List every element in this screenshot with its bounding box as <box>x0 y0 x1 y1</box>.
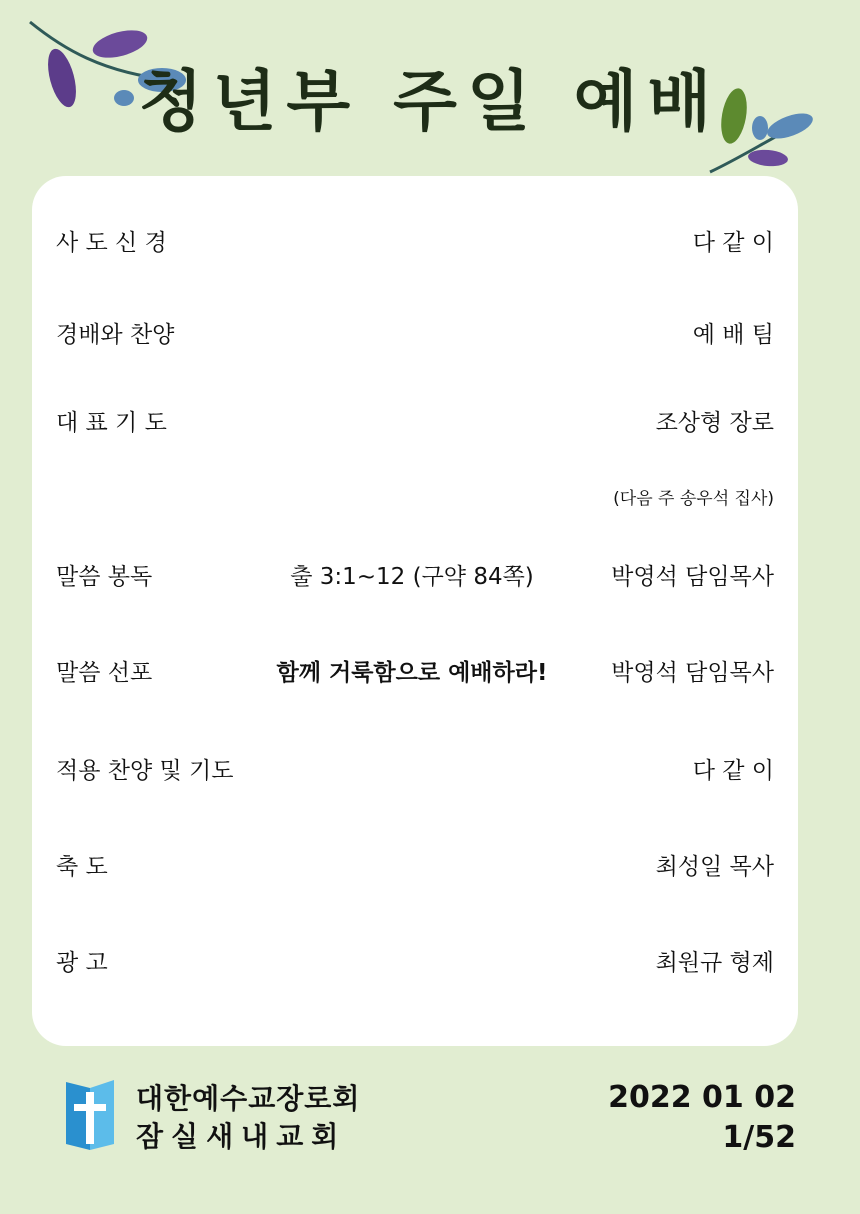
service-item-label: 말씀 봉독 <box>56 564 153 590</box>
service-item-leader: 다 같 이 <box>692 758 774 784</box>
church-name <box>136 1080 360 1156</box>
service-item-label: 사 도 신 경 <box>56 230 167 256</box>
service-item-leader: 박영석 담임목사 <box>611 564 774 590</box>
sermon-title: 함께 거룩함으로 예배하라! <box>276 660 548 686</box>
service-row <box>32 404 798 444</box>
service-row <box>32 848 798 888</box>
service-row <box>32 316 798 356</box>
service-item-label: 광 고 <box>56 950 108 976</box>
next-week-note: (다음 주 송우석 집사) <box>613 489 774 509</box>
service-row <box>32 654 798 694</box>
service-row <box>32 752 798 792</box>
page-title: 청년부 주일 예배 <box>138 63 722 140</box>
scripture-reference: 출 3:1~12 (구약 84쪽) <box>290 564 534 590</box>
service-item-leader: 최성일 목사 <box>655 854 774 880</box>
issue-number: 1/52 <box>722 1120 796 1155</box>
service-row <box>32 944 798 984</box>
leaf-decoration-right <box>704 86 814 182</box>
service-item-label: 경배와 찬양 <box>56 322 175 348</box>
service-row <box>32 558 798 598</box>
service-item-label: 대 표 기 도 <box>56 410 167 436</box>
service-date: 2022 01 02 <box>608 1080 796 1115</box>
service-item-label: 적용 찬양 및 기도 <box>56 758 234 784</box>
service-item-leader: 다 같 이 <box>692 230 774 256</box>
bulletin-date-block <box>560 1078 796 1158</box>
order-of-service-card <box>32 176 798 1046</box>
service-item-leader: 조상형 장로 <box>655 410 774 436</box>
service-item-label: 축 도 <box>56 854 108 880</box>
service-item-leader: 예 배 팀 <box>692 322 774 348</box>
service-row <box>32 224 798 264</box>
service-item-leader: 최원규 형제 <box>655 950 774 976</box>
denomination-name: 대한예수교장로회 <box>136 1082 361 1115</box>
service-item-label: 말씀 선포 <box>56 660 153 686</box>
service-item-leader: 박영석 담임목사 <box>611 660 774 686</box>
church-name-line: 잠실새내교회 <box>136 1120 347 1153</box>
church-logo-icon <box>64 1078 116 1156</box>
